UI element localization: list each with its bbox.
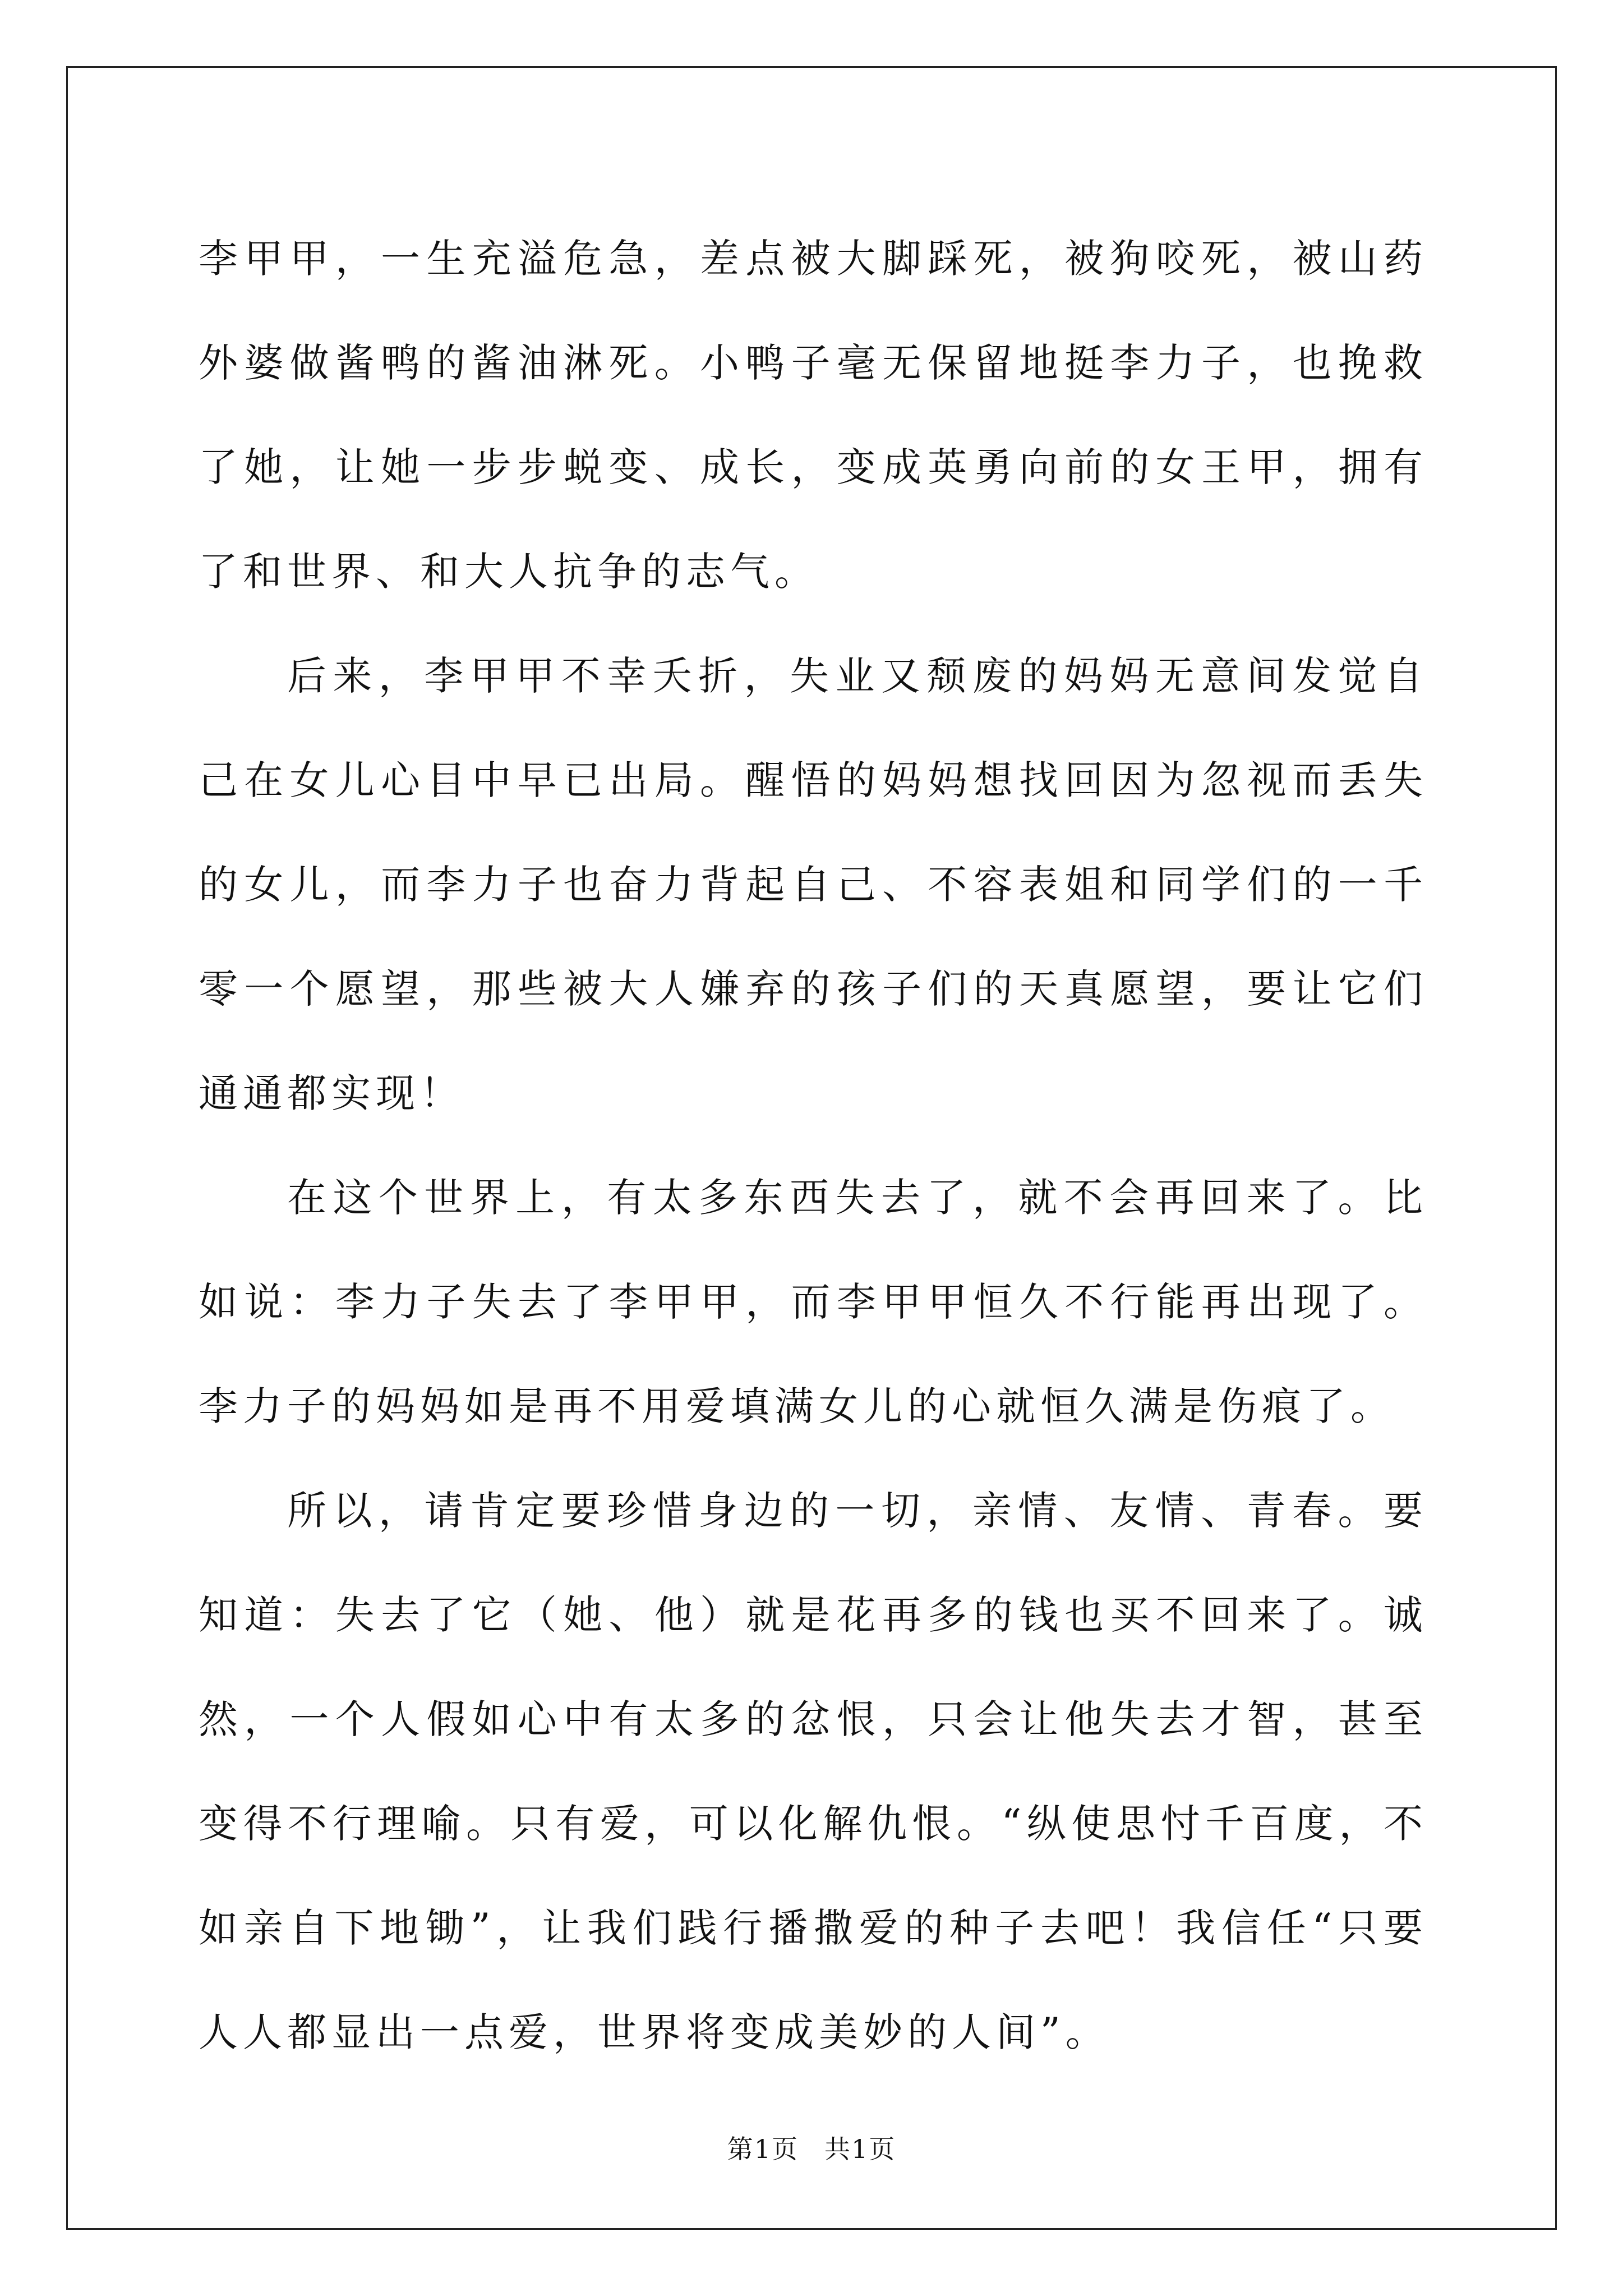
paragraph-2: 后来，李甲甲不幸夭折，失业又颓废的妈妈无意间发觉自己在女儿心目中早已出局。醒悟的妈妈想找回因为忽视而丢失的女儿，而李力子也奋力背起自己、不容表姐和同学们的一千零一个愿望，那些被大人嫌弃的孩子们的天真愿望，要让它们通通都实现！ <box>199 653 1428 1116</box>
page-number: 第1页 <box>727 2134 799 2164</box>
paragraph-1: 李甲甲，一生充溢危急，差点被大脚踩死，被狗咬死，被山药外婆做酱鸭的酱油淋死。小鸭子毫无保留地挺李力子，也挽救了她，让她一步步蜕变、成长，变成英勇向前的女王甲，拥有了和世界、和大人抗争的志气。 <box>199 236 1428 595</box>
page-footer <box>0 2132 1623 2166</box>
paragraph-3: 在这个世界上，有太多东西失去了，就不会再回来了。比如说：李力子失去了李甲甲，而李甲甲恒久不行能再出现了。李力子的妈妈如是再不用爱填满女儿的心就恒久满是伤痕了。 <box>199 1175 1428 1429</box>
page-count: 共1页 <box>824 2134 896 2164</box>
document-body <box>199 206 1428 2085</box>
paragraph-4: 所以，请肯定要珍惜身边的一切，亲情、友情、青春。要知道：失去了它（她、他）就是花再多的钱也买不回来了。诚然，一个人假如心中有太多的忿恨，只会让他失去才智，甚至变得不行理喻。只有爱，可以化解仇恨。“纵使思忖千百度，不如亲自下地锄”，让我们践行播撒爱的种子去吧！我信任“只要人人都显出一点爱，世界将变成美妙的人间”。 <box>199 1488 1428 2055</box>
